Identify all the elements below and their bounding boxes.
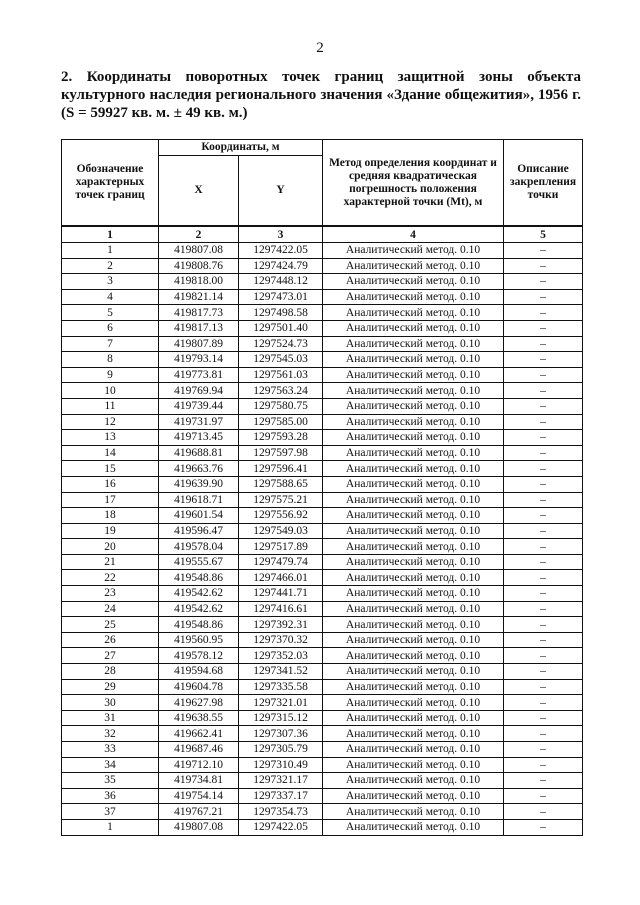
description-cell: – bbox=[504, 258, 583, 274]
y-cell: 1297416.61 bbox=[239, 601, 323, 617]
point-cell: 7 bbox=[62, 336, 159, 352]
y-cell: 1297501.40 bbox=[239, 320, 323, 336]
description-cell: – bbox=[504, 461, 583, 477]
description-cell: – bbox=[504, 804, 583, 820]
x-cell: 419601.54 bbox=[159, 508, 239, 524]
method-cell: Аналитический метод. 0.10 bbox=[323, 383, 504, 399]
point-cell: 28 bbox=[62, 664, 159, 680]
x-cell: 419807.08 bbox=[159, 243, 239, 259]
description-cell: – bbox=[504, 383, 583, 399]
column-number: 5 bbox=[504, 226, 583, 243]
point-cell: 4 bbox=[62, 289, 159, 305]
method-cell: Аналитический метод. 0.10 bbox=[323, 414, 504, 430]
header-description: Описание закрепления точки bbox=[504, 140, 583, 227]
table-row bbox=[62, 601, 583, 617]
x-cell: 419773.81 bbox=[159, 367, 239, 383]
table-row bbox=[62, 804, 583, 820]
point-cell: 27 bbox=[62, 648, 159, 664]
coordinates-table bbox=[61, 139, 583, 836]
point-cell: 2 bbox=[62, 258, 159, 274]
method-cell: Аналитический метод. 0.10 bbox=[323, 788, 504, 804]
point-cell: 8 bbox=[62, 352, 159, 368]
page-number: 2 bbox=[316, 40, 324, 56]
table-row bbox=[62, 398, 583, 414]
table-row bbox=[62, 523, 583, 539]
table-row bbox=[62, 679, 583, 695]
table-row bbox=[62, 445, 583, 461]
method-cell: Аналитический метод. 0.10 bbox=[323, 539, 504, 555]
x-cell: 419663.76 bbox=[159, 461, 239, 477]
point-cell: 24 bbox=[62, 601, 159, 617]
x-cell: 419548.86 bbox=[159, 617, 239, 633]
y-cell: 1297563.24 bbox=[239, 383, 323, 399]
point-cell: 25 bbox=[62, 617, 159, 633]
table-row bbox=[62, 539, 583, 555]
point-cell: 36 bbox=[62, 788, 159, 804]
y-cell: 1297575.21 bbox=[239, 492, 323, 508]
description-cell: – bbox=[504, 601, 583, 617]
method-cell: Аналитический метод. 0.10 bbox=[323, 819, 504, 835]
table-row bbox=[62, 305, 583, 321]
y-cell: 1297392.31 bbox=[239, 617, 323, 633]
x-cell: 419627.98 bbox=[159, 695, 239, 711]
method-cell: Аналитический метод. 0.10 bbox=[323, 492, 504, 508]
method-cell: Аналитический метод. 0.10 bbox=[323, 586, 504, 602]
table-row bbox=[62, 726, 583, 742]
y-cell: 1297596.41 bbox=[239, 461, 323, 477]
description-cell: – bbox=[504, 305, 583, 321]
description-cell: – bbox=[504, 664, 583, 680]
y-cell: 1297517.89 bbox=[239, 539, 323, 555]
x-cell: 419638.55 bbox=[159, 710, 239, 726]
description-cell: – bbox=[504, 742, 583, 758]
description-cell: – bbox=[504, 445, 583, 461]
y-cell: 1297473.01 bbox=[239, 289, 323, 305]
point-cell: 1 bbox=[62, 243, 159, 259]
table-row bbox=[62, 773, 583, 789]
y-cell: 1297352.03 bbox=[239, 648, 323, 664]
description-cell: – bbox=[504, 430, 583, 446]
method-cell: Аналитический метод. 0.10 bbox=[323, 476, 504, 492]
method-cell: Аналитический метод. 0.10 bbox=[323, 461, 504, 477]
point-cell: 20 bbox=[62, 539, 159, 555]
y-cell: 1297524.73 bbox=[239, 336, 323, 352]
method-cell: Аналитический метод. 0.10 bbox=[323, 570, 504, 586]
method-cell: Аналитический метод. 0.10 bbox=[323, 757, 504, 773]
y-cell: 1297310.49 bbox=[239, 757, 323, 773]
table-row bbox=[62, 508, 583, 524]
x-cell: 419817.13 bbox=[159, 320, 239, 336]
y-cell: 1297593.28 bbox=[239, 430, 323, 446]
method-cell: Аналитический метод. 0.10 bbox=[323, 523, 504, 539]
y-cell: 1297466.01 bbox=[239, 570, 323, 586]
header-coordinates: Координаты, м bbox=[159, 140, 323, 156]
point-cell: 30 bbox=[62, 695, 159, 711]
x-cell: 419712.10 bbox=[159, 757, 239, 773]
description-cell: – bbox=[504, 492, 583, 508]
point-cell: 21 bbox=[62, 554, 159, 570]
header-point-designation: Обозначение характерных точек границ bbox=[62, 140, 159, 227]
method-cell: Аналитический метод. 0.10 bbox=[323, 710, 504, 726]
x-cell: 419807.89 bbox=[159, 336, 239, 352]
point-cell: 19 bbox=[62, 523, 159, 539]
x-cell: 419639.90 bbox=[159, 476, 239, 492]
table-row bbox=[62, 383, 583, 399]
description-cell: – bbox=[504, 617, 583, 633]
method-cell: Аналитический метод. 0.10 bbox=[323, 352, 504, 368]
column-numbers-row bbox=[62, 226, 583, 243]
method-cell: Аналитический метод. 0.10 bbox=[323, 742, 504, 758]
y-cell: 1297315.12 bbox=[239, 710, 323, 726]
method-cell: Аналитический метод. 0.10 bbox=[323, 445, 504, 461]
point-cell: 11 bbox=[62, 398, 159, 414]
point-cell: 14 bbox=[62, 445, 159, 461]
table-row bbox=[62, 414, 583, 430]
point-cell: 33 bbox=[62, 742, 159, 758]
x-cell: 419818.00 bbox=[159, 274, 239, 290]
point-cell: 13 bbox=[62, 430, 159, 446]
table-row bbox=[62, 648, 583, 664]
y-cell: 1297305.79 bbox=[239, 742, 323, 758]
table-row bbox=[62, 320, 583, 336]
y-cell: 1297556.92 bbox=[239, 508, 323, 524]
column-number: 2 bbox=[159, 226, 239, 243]
method-cell: Аналитический метод. 0.10 bbox=[323, 430, 504, 446]
header-method: Метод определения координат и средняя квадратическая погрешность положения характерной точки (Mt), м bbox=[323, 140, 504, 227]
x-cell: 419542.62 bbox=[159, 586, 239, 602]
point-cell: 34 bbox=[62, 757, 159, 773]
method-cell: Аналитический метод. 0.10 bbox=[323, 648, 504, 664]
coordinates-table-body bbox=[62, 243, 583, 836]
description-cell: – bbox=[504, 274, 583, 290]
y-cell: 1297321.01 bbox=[239, 695, 323, 711]
x-cell: 419817.73 bbox=[159, 305, 239, 321]
x-cell: 419662.41 bbox=[159, 726, 239, 742]
column-number: 1 bbox=[62, 226, 159, 243]
table-row bbox=[62, 586, 583, 602]
point-cell: 9 bbox=[62, 367, 159, 383]
description-cell: – bbox=[504, 554, 583, 570]
method-cell: Аналитический метод. 0.10 bbox=[323, 804, 504, 820]
y-cell: 1297545.03 bbox=[239, 352, 323, 368]
x-cell: 419596.47 bbox=[159, 523, 239, 539]
description-cell: – bbox=[504, 570, 583, 586]
method-cell: Аналитический метод. 0.10 bbox=[323, 508, 504, 524]
point-cell: 1 bbox=[62, 819, 159, 835]
x-cell: 419739.44 bbox=[159, 398, 239, 414]
column-number: 4 bbox=[323, 226, 504, 243]
point-cell: 10 bbox=[62, 383, 159, 399]
point-cell: 5 bbox=[62, 305, 159, 321]
method-cell: Аналитический метод. 0.10 bbox=[323, 679, 504, 695]
table-row bbox=[62, 632, 583, 648]
y-cell: 1297335.58 bbox=[239, 679, 323, 695]
method-cell: Аналитический метод. 0.10 bbox=[323, 320, 504, 336]
description-cell: – bbox=[504, 819, 583, 835]
x-cell: 419688.81 bbox=[159, 445, 239, 461]
description-cell: – bbox=[504, 539, 583, 555]
table-row bbox=[62, 336, 583, 352]
x-cell: 419754.14 bbox=[159, 788, 239, 804]
column-number: 3 bbox=[239, 226, 323, 243]
method-cell: Аналитический метод. 0.10 bbox=[323, 367, 504, 383]
description-cell: – bbox=[504, 757, 583, 773]
header-y: Y bbox=[239, 156, 323, 227]
description-cell: – bbox=[504, 320, 583, 336]
method-cell: Аналитический метод. 0.10 bbox=[323, 258, 504, 274]
method-cell: Аналитический метод. 0.10 bbox=[323, 695, 504, 711]
table-row bbox=[62, 742, 583, 758]
point-cell: 12 bbox=[62, 414, 159, 430]
x-cell: 419731.97 bbox=[159, 414, 239, 430]
x-cell: 419713.45 bbox=[159, 430, 239, 446]
y-cell: 1297549.03 bbox=[239, 523, 323, 539]
table-row bbox=[62, 695, 583, 711]
table-row bbox=[62, 757, 583, 773]
table-row bbox=[62, 617, 583, 633]
x-cell: 419767.21 bbox=[159, 804, 239, 820]
x-cell: 419555.67 bbox=[159, 554, 239, 570]
table-row bbox=[62, 258, 583, 274]
x-cell: 419542.62 bbox=[159, 601, 239, 617]
header-x: X bbox=[159, 156, 239, 227]
table-row bbox=[62, 367, 583, 383]
description-cell: – bbox=[504, 632, 583, 648]
table-row bbox=[62, 430, 583, 446]
y-cell: 1297588.65 bbox=[239, 476, 323, 492]
point-cell: 16 bbox=[62, 476, 159, 492]
description-cell: – bbox=[504, 336, 583, 352]
point-cell: 15 bbox=[62, 461, 159, 477]
point-cell: 3 bbox=[62, 274, 159, 290]
y-cell: 1297498.58 bbox=[239, 305, 323, 321]
method-cell: Аналитический метод. 0.10 bbox=[323, 554, 504, 570]
x-cell: 419594.68 bbox=[159, 664, 239, 680]
description-cell: – bbox=[504, 398, 583, 414]
method-cell: Аналитический метод. 0.10 bbox=[323, 726, 504, 742]
description-cell: – bbox=[504, 586, 583, 602]
y-cell: 1297441.71 bbox=[239, 586, 323, 602]
method-cell: Аналитический метод. 0.10 bbox=[323, 243, 504, 259]
method-cell: Аналитический метод. 0.10 bbox=[323, 601, 504, 617]
point-cell: 18 bbox=[62, 508, 159, 524]
point-cell: 17 bbox=[62, 492, 159, 508]
point-cell: 6 bbox=[62, 320, 159, 336]
x-cell: 419821.14 bbox=[159, 289, 239, 305]
description-cell: – bbox=[504, 788, 583, 804]
description-cell: – bbox=[504, 710, 583, 726]
table-row bbox=[62, 352, 583, 368]
point-cell: 37 bbox=[62, 804, 159, 820]
description-cell: – bbox=[504, 367, 583, 383]
table-row bbox=[62, 788, 583, 804]
description-cell: – bbox=[504, 648, 583, 664]
table-row bbox=[62, 554, 583, 570]
table-row bbox=[62, 461, 583, 477]
table-row bbox=[62, 664, 583, 680]
table-row bbox=[62, 476, 583, 492]
description-cell: – bbox=[504, 352, 583, 368]
description-cell: – bbox=[504, 523, 583, 539]
x-cell: 419808.76 bbox=[159, 258, 239, 274]
description-cell: – bbox=[504, 289, 583, 305]
point-cell: 31 bbox=[62, 710, 159, 726]
point-cell: 35 bbox=[62, 773, 159, 789]
point-cell: 29 bbox=[62, 679, 159, 695]
method-cell: Аналитический метод. 0.10 bbox=[323, 305, 504, 321]
table-row bbox=[62, 819, 583, 835]
y-cell: 1297448.12 bbox=[239, 274, 323, 290]
x-cell: 419604.78 bbox=[159, 679, 239, 695]
section-heading: 2. Координаты поворотных точек границ защитной зоны объекта культурного наследия регионального значения «Здание общежития», 1956 г. (S = 59927 кв. м. ± 49 кв. м.) bbox=[61, 69, 581, 121]
description-cell: – bbox=[504, 243, 583, 259]
table-row bbox=[62, 492, 583, 508]
description-cell: – bbox=[504, 773, 583, 789]
y-cell: 1297424.79 bbox=[239, 258, 323, 274]
method-cell: Аналитический метод. 0.10 bbox=[323, 664, 504, 680]
description-cell: – bbox=[504, 414, 583, 430]
x-cell: 419560.95 bbox=[159, 632, 239, 648]
x-cell: 419793.14 bbox=[159, 352, 239, 368]
y-cell: 1297585.00 bbox=[239, 414, 323, 430]
y-cell: 1297341.52 bbox=[239, 664, 323, 680]
method-cell: Аналитический метод. 0.10 bbox=[323, 773, 504, 789]
table-row bbox=[62, 710, 583, 726]
x-cell: 419769.94 bbox=[159, 383, 239, 399]
point-cell: 26 bbox=[62, 632, 159, 648]
y-cell: 1297422.05 bbox=[239, 243, 323, 259]
description-cell: – bbox=[504, 679, 583, 695]
method-cell: Аналитический метод. 0.10 bbox=[323, 632, 504, 648]
y-cell: 1297479.74 bbox=[239, 554, 323, 570]
table-row bbox=[62, 274, 583, 290]
method-cell: Аналитический метод. 0.10 bbox=[323, 289, 504, 305]
y-cell: 1297422.05 bbox=[239, 819, 323, 835]
x-cell: 419807.08 bbox=[159, 819, 239, 835]
y-cell: 1297354.73 bbox=[239, 804, 323, 820]
method-cell: Аналитический метод. 0.10 bbox=[323, 398, 504, 414]
table-row bbox=[62, 289, 583, 305]
x-cell: 419578.04 bbox=[159, 539, 239, 555]
description-cell: – bbox=[504, 695, 583, 711]
y-cell: 1297561.03 bbox=[239, 367, 323, 383]
x-cell: 419618.71 bbox=[159, 492, 239, 508]
table-row bbox=[62, 243, 583, 259]
y-cell: 1297307.36 bbox=[239, 726, 323, 742]
table-row bbox=[62, 570, 583, 586]
y-cell: 1297370.32 bbox=[239, 632, 323, 648]
x-cell: 419687.46 bbox=[159, 742, 239, 758]
x-cell: 419548.86 bbox=[159, 570, 239, 586]
method-cell: Аналитический метод. 0.10 bbox=[323, 336, 504, 352]
y-cell: 1297321.17 bbox=[239, 773, 323, 789]
point-cell: 23 bbox=[62, 586, 159, 602]
method-cell: Аналитический метод. 0.10 bbox=[323, 617, 504, 633]
description-cell: – bbox=[504, 508, 583, 524]
point-cell: 22 bbox=[62, 570, 159, 586]
point-cell: 32 bbox=[62, 726, 159, 742]
y-cell: 1297337.17 bbox=[239, 788, 323, 804]
description-cell: – bbox=[504, 476, 583, 492]
method-cell: Аналитический метод. 0.10 bbox=[323, 274, 504, 290]
description-cell: – bbox=[504, 726, 583, 742]
x-cell: 419734.81 bbox=[159, 773, 239, 789]
y-cell: 1297597.98 bbox=[239, 445, 323, 461]
x-cell: 419578.12 bbox=[159, 648, 239, 664]
y-cell: 1297580.75 bbox=[239, 398, 323, 414]
